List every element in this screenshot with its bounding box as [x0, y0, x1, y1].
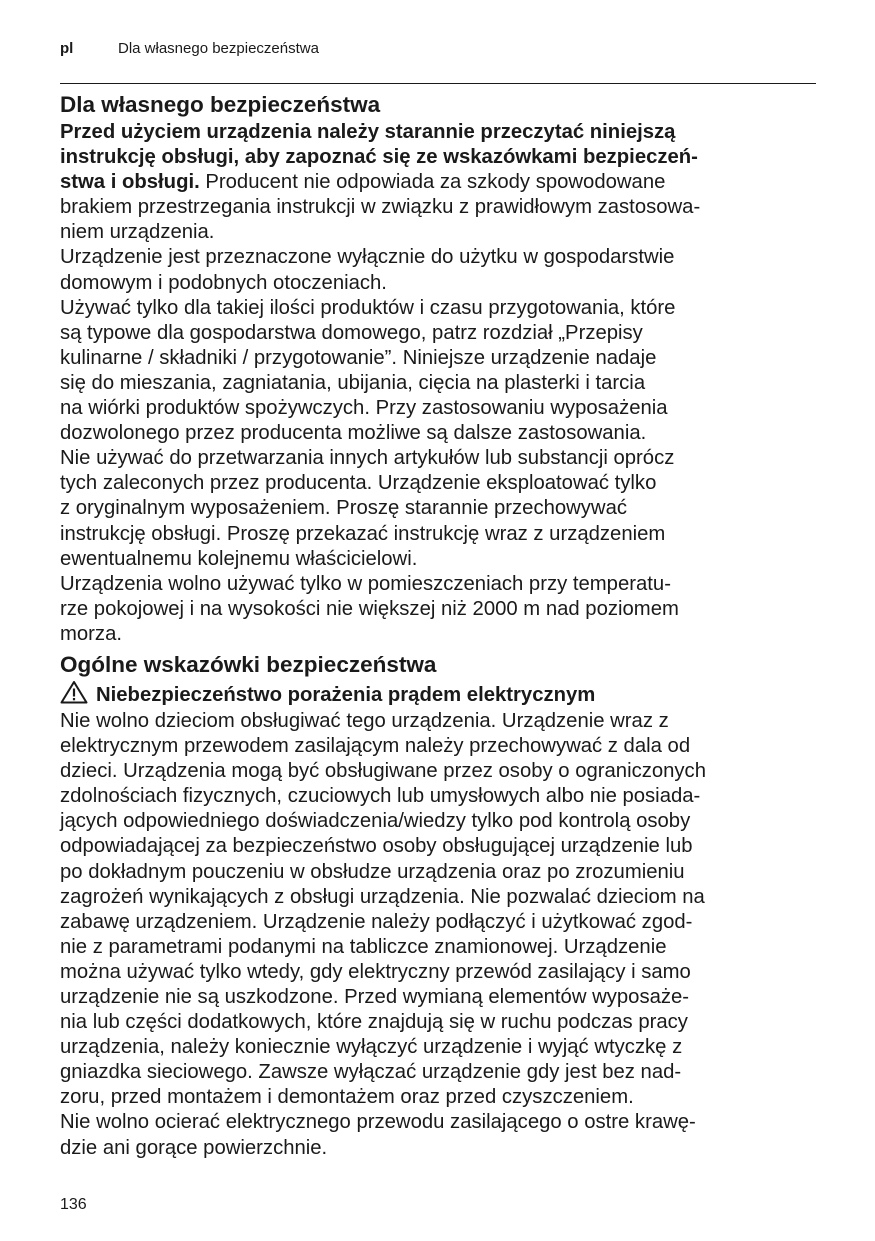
text-line: Nie wolno dzieciom obsługiwać tego urządzenia. Urządzenie wraz z — [60, 709, 669, 732]
text-line: nia lub części dodatkowych, które znajdują się w ruchu podczas pracy — [60, 1011, 688, 1034]
page-content — [60, 90, 816, 1161]
text-line: urządzenie nie są uszkodzone. Przed wymianą elementów wyposaże- — [60, 986, 690, 1008]
section-body — [60, 120, 816, 647]
text-line: Nie używać do przetwarzania innych artykułów lub substancji oprócz — [60, 447, 675, 470]
text-line: Nie wolno ocierać elektrycznego przewodu zasilającego o ostre krawę- — [60, 1111, 696, 1134]
intro-mixed-line — [60, 170, 816, 195]
text-line: kulinarne / składniki / przygotowanie”. Niniejsze urządzenie nadaje — [60, 346, 657, 369]
text-line: elektrycznym przewodem zasilającym należy przechowywać z dala od — [60, 735, 691, 758]
text-line: Urządzenia wolno używać tylko w pomieszczeniach przy temperatu- — [60, 572, 671, 595]
text-line: rze pokojowej i na wysokości nie większej niż 2000 m nad poziomem — [60, 597, 679, 620]
text-line: zagrożeń wynikających z obsługi urządzenia. Nie pozwalać dzieciom na — [60, 885, 705, 908]
text-line: dzie ani gorące powierzchnie. — [60, 1136, 328, 1159]
intro-bold-line: Przed użyciem urządzenia należy starannie przeczytać niniejszą — [60, 121, 676, 143]
page-number: 136 — [60, 1196, 87, 1213]
text-line: odpowiadającej za bezpieczeństwo osoby obsługującej urządzenie lub — [60, 835, 693, 858]
intro-normal-start: Producent nie odpowiada za szkody spowodowane — [199, 171, 666, 194]
text-line: jących odpowiedniego doświadczenia/wiedzy tylko pod kontrolą osoby — [60, 810, 691, 833]
text-line: dozwolonego przez producenta możliwe są dalsze zastosowania. — [60, 422, 647, 445]
text-line: zdolnościach fizycznych, czuciowych lub umysłowych albo nie posiada- — [60, 785, 701, 808]
language-code: pl — [60, 40, 74, 57]
text-line: niem urządzenia. — [60, 221, 215, 244]
running-title: Dla własnego bezpieczeństwa — [118, 40, 319, 57]
text-line: na wiórki produktów spożywczych. Przy zastosowaniu wyposażenia — [60, 397, 668, 420]
text-line: nie z parametrami podanymi na tabliczce znamionowej. Urządzenie — [60, 935, 667, 958]
text-line: gniazdka sieciowego. Zawsze wyłączać urządzenie gdy jest bez nad- — [60, 1061, 682, 1084]
text-line: tych zaleconych przez producenta. Urządzenie eksploatować tylko — [60, 472, 657, 495]
warning-title: Niebezpieczeństwo porażenia prądem elektrycznym — [96, 683, 596, 706]
warning-body — [60, 709, 816, 1161]
page-header — [60, 40, 815, 62]
text-line: zoru, przed montażem i demontażem oraz przed czyszczeniem. — [60, 1086, 634, 1109]
text-line: instrukcję obsługi. Proszę przekazać instrukcję wraz z urządzeniem — [60, 522, 666, 545]
text-line: Urządzenie jest przeznaczone wyłącznie do użytku w gospodarstwie — [60, 246, 675, 269]
warning-triangle-icon — [60, 680, 88, 704]
text-line: dzieci. Urządzenia mogą być obsługiwane przez osoby o ograniczonych — [60, 760, 706, 783]
text-line: brakiem przestrzegania instrukcji w związku z prawidłowym zastosowa- — [60, 196, 701, 219]
text-line: Używać tylko dla takiej ilości produktów i czasu przygotowania, które — [60, 296, 676, 319]
section-title: Dla własnego bezpieczeństwa — [60, 92, 381, 117]
text-line: ewentualnemu kolejnemu właścicielowi. — [60, 547, 418, 570]
intro-bold-line: instrukcję obsługi, aby zapoznać się ze wskazówkami bezpieczeń- — [60, 146, 698, 169]
text-line: morza. — [60, 622, 122, 645]
warning-heading — [60, 680, 816, 709]
header-divider — [60, 83, 816, 84]
text-line: się do mieszania, zagniatania, ubijania, cięcia na plasterki i tarcia — [60, 371, 646, 394]
text-line: są typowe dla gospodarstwa domowego, patrz rozdział „Przepisy — [60, 321, 643, 344]
intro-bold-end: stwa i obsługi. — [60, 171, 200, 194]
section-title: Ogólne wskazówki bezpieczeństwa — [60, 651, 437, 677]
text-line: zabawę urządzeniem. Urządzenie należy podłączyć i użytkować zgod- — [60, 910, 693, 933]
text-line: urządzenia, należy koniecznie wyłączyć urządzenie i wyjąć wtyczkę z — [60, 1036, 683, 1059]
text-line: po dokładnym pouczeniu w obsłudze urządzenia oraz po zrozumieniu — [60, 860, 685, 883]
text-line: można używać tylko wtedy, gdy elektryczny przewód zasilający i samo — [60, 960, 691, 983]
text-line: z oryginalnym wyposażeniem. Proszę starannie przechowywać — [60, 497, 627, 520]
text-line: domowym i podobnych otoczeniach. — [60, 271, 387, 294]
